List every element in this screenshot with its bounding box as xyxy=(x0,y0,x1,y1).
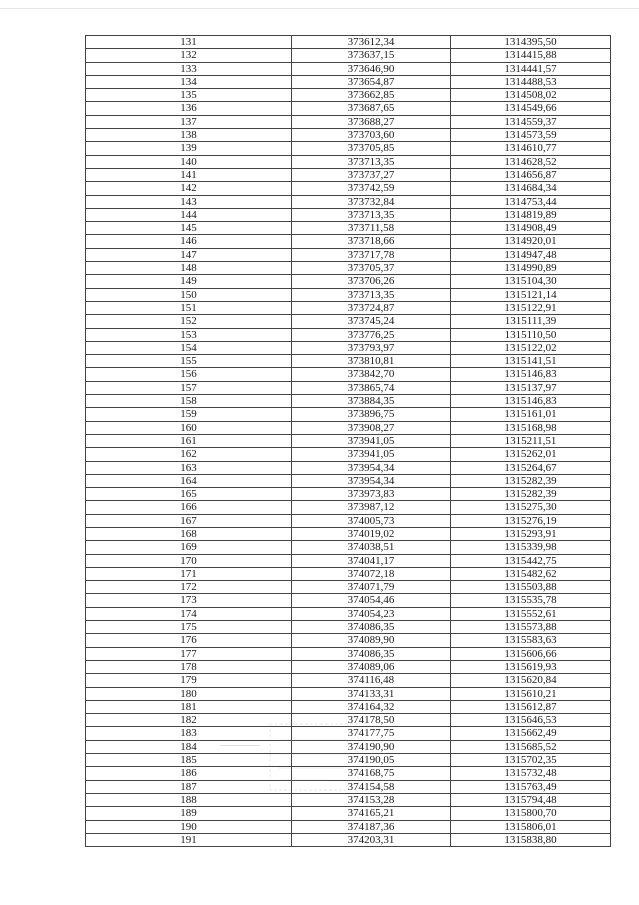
x-coordinate-cell: 373706,26 xyxy=(292,275,451,288)
y-coordinate-cell: 1315646,53 xyxy=(451,714,611,727)
x-coordinate-cell: 373987,12 xyxy=(292,501,451,514)
point-number-cell: 171 xyxy=(86,567,292,580)
x-coordinate-cell: 374054,46 xyxy=(292,594,451,607)
coordinates-table-container xyxy=(85,35,610,847)
point-number-cell: 164 xyxy=(86,474,292,487)
y-coordinate-cell: 1314559,37 xyxy=(451,115,611,128)
point-number-cell: 188 xyxy=(86,793,292,806)
y-coordinate-cell: 1315619,93 xyxy=(451,660,611,673)
x-coordinate-cell: 373884,35 xyxy=(292,395,451,408)
table-row xyxy=(86,820,611,833)
x-coordinate-cell: 373793,97 xyxy=(292,341,451,354)
y-coordinate-cell: 1315763,49 xyxy=(451,780,611,793)
y-coordinate-cell: 1314508,02 xyxy=(451,89,611,102)
point-number-cell: 176 xyxy=(86,634,292,647)
y-coordinate-cell: 1315552,61 xyxy=(451,607,611,620)
y-coordinate-cell: 1315282,39 xyxy=(451,488,611,501)
y-coordinate-cell: 1315573,88 xyxy=(451,621,611,634)
y-coordinate-cell: 1315535,78 xyxy=(451,594,611,607)
table-row xyxy=(86,514,611,527)
point-number-cell: 173 xyxy=(86,594,292,607)
point-number-cell: 179 xyxy=(86,674,292,687)
x-coordinate-cell: 374089,90 xyxy=(292,634,451,647)
table-row xyxy=(86,155,611,168)
table-row xyxy=(86,793,611,806)
point-number-cell: 147 xyxy=(86,248,292,261)
y-coordinate-cell: 1315146,83 xyxy=(451,395,611,408)
table-row xyxy=(86,288,611,301)
point-number-cell: 182 xyxy=(86,714,292,727)
y-coordinate-cell: 1314488,53 xyxy=(451,75,611,88)
table-row xyxy=(86,621,611,634)
y-coordinate-cell: 1315794,48 xyxy=(451,793,611,806)
x-coordinate-cell: 374071,79 xyxy=(292,581,451,594)
y-coordinate-cell: 1315702,35 xyxy=(451,754,611,767)
x-coordinate-cell: 373941,05 xyxy=(292,434,451,447)
y-coordinate-cell: 1315685,52 xyxy=(451,740,611,753)
x-coordinate-cell: 373724,87 xyxy=(292,301,451,314)
x-coordinate-cell: 373810,81 xyxy=(292,355,451,368)
coordinates-table-body xyxy=(86,36,611,847)
y-coordinate-cell: 1314684,34 xyxy=(451,182,611,195)
table-row xyxy=(86,315,611,328)
y-coordinate-cell: 1315732,48 xyxy=(451,767,611,780)
x-coordinate-cell: 374177,75 xyxy=(292,727,451,740)
x-coordinate-cell: 373745,24 xyxy=(292,315,451,328)
point-number-cell: 137 xyxy=(86,115,292,128)
x-coordinate-cell: 373954,34 xyxy=(292,461,451,474)
table-row xyxy=(86,168,611,181)
y-coordinate-cell: 1315662,49 xyxy=(451,727,611,740)
y-coordinate-cell: 1314819,89 xyxy=(451,208,611,221)
point-number-cell: 134 xyxy=(86,75,292,88)
table-row xyxy=(86,368,611,381)
x-coordinate-cell: 374164,32 xyxy=(292,700,451,713)
table-row xyxy=(86,142,611,155)
point-number-cell: 140 xyxy=(86,155,292,168)
point-number-cell: 158 xyxy=(86,395,292,408)
x-coordinate-cell: 373654,87 xyxy=(292,75,451,88)
table-row xyxy=(86,567,611,580)
y-coordinate-cell: 1314920,01 xyxy=(451,235,611,248)
point-number-cell: 162 xyxy=(86,448,292,461)
y-coordinate-cell: 1315262,01 xyxy=(451,448,611,461)
table-row xyxy=(86,474,611,487)
point-number-cell: 142 xyxy=(86,182,292,195)
x-coordinate-cell: 373908,27 xyxy=(292,421,451,434)
table-row xyxy=(86,195,611,208)
point-number-cell: 161 xyxy=(86,434,292,447)
x-coordinate-cell: 373637,15 xyxy=(292,49,451,62)
point-number-cell: 189 xyxy=(86,807,292,820)
y-coordinate-cell: 1315122,91 xyxy=(451,301,611,314)
x-coordinate-cell: 374005,73 xyxy=(292,514,451,527)
point-number-cell: 152 xyxy=(86,315,292,328)
point-number-cell: 143 xyxy=(86,195,292,208)
x-coordinate-cell: 373646,90 xyxy=(292,62,451,75)
x-coordinate-cell: 373718,66 xyxy=(292,235,451,248)
y-coordinate-cell: 1315838,80 xyxy=(451,833,611,846)
point-number-cell: 141 xyxy=(86,168,292,181)
point-number-cell: 160 xyxy=(86,421,292,434)
y-coordinate-cell: 1315168,98 xyxy=(451,421,611,434)
point-number-cell: 187 xyxy=(86,780,292,793)
table-row xyxy=(86,129,611,142)
x-coordinate-cell: 373732,84 xyxy=(292,195,451,208)
x-coordinate-cell: 373842,70 xyxy=(292,368,451,381)
table-row xyxy=(86,541,611,554)
point-number-cell: 139 xyxy=(86,142,292,155)
table-row xyxy=(86,501,611,514)
point-number-cell: 153 xyxy=(86,328,292,341)
table-row xyxy=(86,115,611,128)
table-row xyxy=(86,581,611,594)
table-row xyxy=(86,395,611,408)
y-coordinate-cell: 1315161,01 xyxy=(451,408,611,421)
table-row xyxy=(86,235,611,248)
x-coordinate-cell: 373662,85 xyxy=(292,89,451,102)
x-coordinate-cell: 374038,51 xyxy=(292,541,451,554)
table-row xyxy=(86,833,611,846)
x-coordinate-cell: 374190,05 xyxy=(292,754,451,767)
x-coordinate-cell: 373705,37 xyxy=(292,262,451,275)
table-row xyxy=(86,554,611,567)
x-coordinate-cell: 373711,58 xyxy=(292,222,451,235)
x-coordinate-cell: 373713,35 xyxy=(292,208,451,221)
point-number-cell: 133 xyxy=(86,62,292,75)
x-coordinate-cell: 373688,27 xyxy=(292,115,451,128)
x-coordinate-cell: 373742,59 xyxy=(292,182,451,195)
table-row xyxy=(86,262,611,275)
point-number-cell: 155 xyxy=(86,355,292,368)
table-row xyxy=(86,754,611,767)
y-coordinate-cell: 1315293,91 xyxy=(451,527,611,540)
table-row xyxy=(86,527,611,540)
table-row xyxy=(86,780,611,793)
y-coordinate-cell: 1315442,75 xyxy=(451,554,611,567)
table-row xyxy=(86,807,611,820)
y-coordinate-cell: 1315121,14 xyxy=(451,288,611,301)
y-coordinate-cell: 1315610,21 xyxy=(451,687,611,700)
point-number-cell: 183 xyxy=(86,727,292,740)
x-coordinate-cell: 373737,27 xyxy=(292,168,451,181)
x-coordinate-cell: 374041,17 xyxy=(292,554,451,567)
point-number-cell: 154 xyxy=(86,341,292,354)
x-coordinate-cell: 374168,75 xyxy=(292,767,451,780)
point-number-cell: 159 xyxy=(86,408,292,421)
point-number-cell: 148 xyxy=(86,262,292,275)
y-coordinate-cell: 1315620,84 xyxy=(451,674,611,687)
point-number-cell: 190 xyxy=(86,820,292,833)
y-coordinate-cell: 1315339,98 xyxy=(451,541,611,554)
table-row xyxy=(86,488,611,501)
y-coordinate-cell: 1314947,48 xyxy=(451,248,611,261)
table-row xyxy=(86,301,611,314)
x-coordinate-cell: 374089,06 xyxy=(292,660,451,673)
x-coordinate-cell: 374153,28 xyxy=(292,793,451,806)
table-row xyxy=(86,355,611,368)
point-number-cell: 185 xyxy=(86,754,292,767)
x-coordinate-cell: 373717,78 xyxy=(292,248,451,261)
x-coordinate-cell: 373612,34 xyxy=(292,36,451,49)
x-coordinate-cell: 374165,21 xyxy=(292,807,451,820)
table-row xyxy=(86,634,611,647)
table-row xyxy=(86,607,611,620)
x-coordinate-cell: 374203,31 xyxy=(292,833,451,846)
y-coordinate-cell: 1314573,59 xyxy=(451,129,611,142)
point-number-cell: 167 xyxy=(86,514,292,527)
table-row xyxy=(86,222,611,235)
y-coordinate-cell: 1315606,66 xyxy=(451,647,611,660)
table-row xyxy=(86,341,611,354)
table-row xyxy=(86,461,611,474)
y-coordinate-cell: 1315806,01 xyxy=(451,820,611,833)
x-coordinate-cell: 373941,05 xyxy=(292,448,451,461)
point-number-cell: 136 xyxy=(86,102,292,115)
x-coordinate-cell: 374178,50 xyxy=(292,714,451,727)
table-row xyxy=(86,594,611,607)
x-coordinate-cell: 373713,35 xyxy=(292,288,451,301)
table-row xyxy=(86,208,611,221)
x-coordinate-cell: 373896,75 xyxy=(292,408,451,421)
point-number-cell: 166 xyxy=(86,501,292,514)
table-row xyxy=(86,381,611,394)
point-number-cell: 138 xyxy=(86,129,292,142)
table-row xyxy=(86,182,611,195)
table-row xyxy=(86,740,611,753)
x-coordinate-cell: 373713,35 xyxy=(292,155,451,168)
y-coordinate-cell: 1314656,87 xyxy=(451,168,611,181)
x-coordinate-cell: 374187,36 xyxy=(292,820,451,833)
y-coordinate-cell: 1315800,70 xyxy=(451,807,611,820)
y-coordinate-cell: 1315583,63 xyxy=(451,634,611,647)
table-row xyxy=(86,687,611,700)
y-coordinate-cell: 1314908,49 xyxy=(451,222,611,235)
point-number-cell: 174 xyxy=(86,607,292,620)
point-number-cell: 191 xyxy=(86,833,292,846)
x-coordinate-cell: 373705,85 xyxy=(292,142,451,155)
x-coordinate-cell: 373973,83 xyxy=(292,488,451,501)
y-coordinate-cell: 1315612,87 xyxy=(451,700,611,713)
faded-mark-line xyxy=(220,745,260,746)
point-number-cell: 177 xyxy=(86,647,292,660)
point-number-cell: 170 xyxy=(86,554,292,567)
y-coordinate-cell: 1315141,51 xyxy=(451,355,611,368)
y-coordinate-cell: 1315211,51 xyxy=(451,434,611,447)
y-coordinate-cell: 1315482,62 xyxy=(451,567,611,580)
y-coordinate-cell: 1315111,39 xyxy=(451,315,611,328)
point-number-cell: 145 xyxy=(86,222,292,235)
point-number-cell: 165 xyxy=(86,488,292,501)
point-number-cell: 150 xyxy=(86,288,292,301)
y-coordinate-cell: 1315137,97 xyxy=(451,381,611,394)
point-number-cell: 180 xyxy=(86,687,292,700)
x-coordinate-cell: 374133,31 xyxy=(292,687,451,700)
x-coordinate-cell: 374190,90 xyxy=(292,740,451,753)
table-row xyxy=(86,36,611,49)
x-coordinate-cell: 373687,65 xyxy=(292,102,451,115)
point-number-cell: 186 xyxy=(86,767,292,780)
point-number-cell: 132 xyxy=(86,49,292,62)
y-coordinate-cell: 1314415,88 xyxy=(451,49,611,62)
y-coordinate-cell: 1315110,50 xyxy=(451,328,611,341)
x-coordinate-cell: 373703,60 xyxy=(292,129,451,142)
table-row xyxy=(86,647,611,660)
x-coordinate-cell: 374086,35 xyxy=(292,647,451,660)
table-row xyxy=(86,102,611,115)
point-number-cell: 135 xyxy=(86,89,292,102)
y-coordinate-cell: 1314628,52 xyxy=(451,155,611,168)
table-row xyxy=(86,421,611,434)
point-number-cell: 169 xyxy=(86,541,292,554)
y-coordinate-cell: 1315122,02 xyxy=(451,341,611,354)
table-row xyxy=(86,434,611,447)
point-number-cell: 168 xyxy=(86,527,292,540)
point-number-cell: 146 xyxy=(86,235,292,248)
table-row xyxy=(86,714,611,727)
table-row xyxy=(86,408,611,421)
x-coordinate-cell: 374072,18 xyxy=(292,567,451,580)
x-coordinate-cell: 373954,34 xyxy=(292,474,451,487)
x-coordinate-cell: 373776,25 xyxy=(292,328,451,341)
table-row xyxy=(86,49,611,62)
y-coordinate-cell: 1315276,19 xyxy=(451,514,611,527)
point-number-cell: 149 xyxy=(86,275,292,288)
point-number-cell: 157 xyxy=(86,381,292,394)
table-row xyxy=(86,248,611,261)
point-number-cell: 181 xyxy=(86,700,292,713)
point-number-cell: 178 xyxy=(86,660,292,673)
y-coordinate-cell: 1315146,83 xyxy=(451,368,611,381)
x-coordinate-cell: 374054,23 xyxy=(292,607,451,620)
x-coordinate-cell: 374116,48 xyxy=(292,674,451,687)
y-coordinate-cell: 1315264,67 xyxy=(451,461,611,474)
table-row xyxy=(86,448,611,461)
table-row xyxy=(86,89,611,102)
point-number-cell: 156 xyxy=(86,368,292,381)
y-coordinate-cell: 1314395,50 xyxy=(451,36,611,49)
y-coordinate-cell: 1314549,66 xyxy=(451,102,611,115)
table-row xyxy=(86,674,611,687)
point-number-cell: 131 xyxy=(86,36,292,49)
table-row xyxy=(86,727,611,740)
table-row xyxy=(86,275,611,288)
page-top-border xyxy=(0,8,639,9)
x-coordinate-cell: 374019,02 xyxy=(292,527,451,540)
point-number-cell: 184 xyxy=(86,740,292,753)
x-coordinate-cell: 373865,74 xyxy=(292,381,451,394)
table-row xyxy=(86,328,611,341)
x-coordinate-cell: 374086,35 xyxy=(292,621,451,634)
point-number-cell: 172 xyxy=(86,581,292,594)
point-number-cell: 163 xyxy=(86,461,292,474)
y-coordinate-cell: 1314990,89 xyxy=(451,262,611,275)
y-coordinate-cell: 1314441,57 xyxy=(451,62,611,75)
y-coordinate-cell: 1315104,30 xyxy=(451,275,611,288)
y-coordinate-cell: 1314610,77 xyxy=(451,142,611,155)
table-row xyxy=(86,62,611,75)
y-coordinate-cell: 1315275,30 xyxy=(451,501,611,514)
table-row xyxy=(86,75,611,88)
table-row xyxy=(86,767,611,780)
table-row xyxy=(86,660,611,673)
x-coordinate-cell: 374154,58 xyxy=(292,780,451,793)
y-coordinate-cell: 1314753,44 xyxy=(451,195,611,208)
point-number-cell: 151 xyxy=(86,301,292,314)
point-number-cell: 175 xyxy=(86,621,292,634)
y-coordinate-cell: 1315282,39 xyxy=(451,474,611,487)
point-number-cell: 144 xyxy=(86,208,292,221)
y-coordinate-cell: 1315503,88 xyxy=(451,581,611,594)
table-row xyxy=(86,700,611,713)
coordinates-table xyxy=(85,35,611,847)
